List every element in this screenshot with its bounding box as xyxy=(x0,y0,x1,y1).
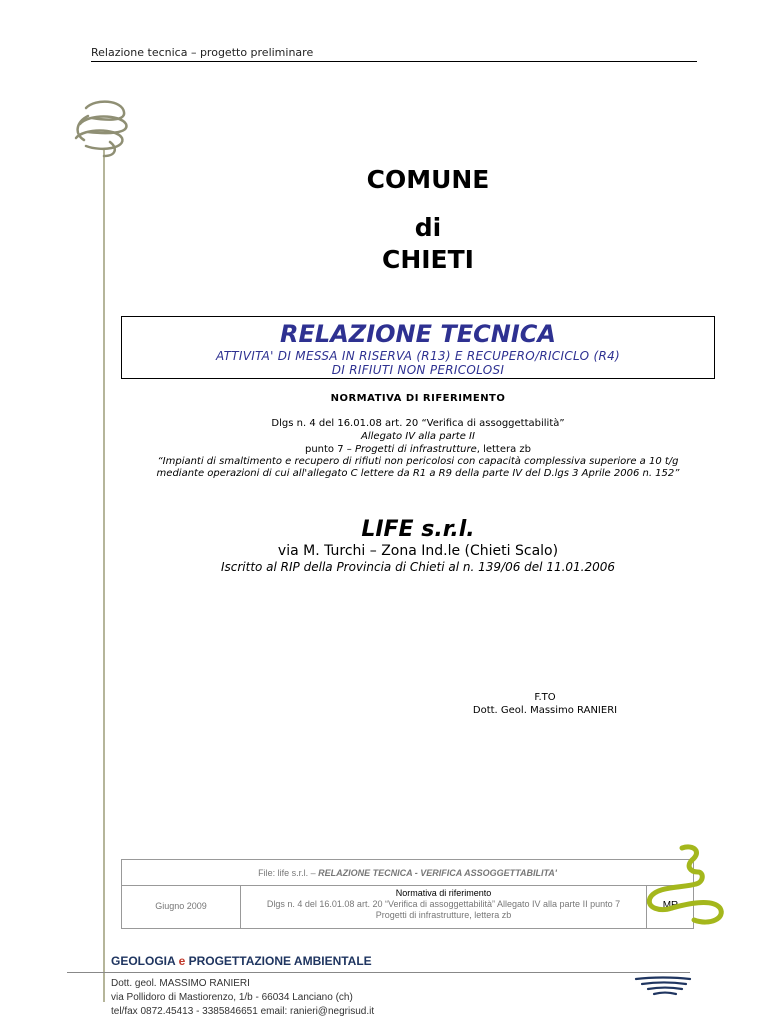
letterhead-rule xyxy=(67,972,690,973)
normativa-heading: NORMATIVA DI RIFERIMENTO xyxy=(330,393,506,404)
normativa-line-2: Allegato IV alla parte II xyxy=(361,431,475,442)
normativa-line-1: Dlgs n. 4 del 16.01.08 art. 20 “Verifica di assoggettabilità” xyxy=(271,418,565,429)
letterhead-title: GEOLOGIA e PROGETTAZIONE AMBIENTALE xyxy=(111,954,372,968)
normativa-line-3: punto 7 – Progetti di infrastrutture, lettera zb xyxy=(304,444,532,455)
header-rule xyxy=(91,61,697,62)
company-registration: Iscritto al RIP della Provincia di Chieti al n. 139/06 del 11.01.2006 xyxy=(220,560,616,574)
normativa-line-4: “Impianti di smaltimento e recupero di rifiuti non pericolosi con capacità complessiva superiore a 10 t/g xyxy=(157,456,679,467)
title-city: CHIETI xyxy=(381,245,474,274)
signature-name: Dott. Geol. Massimo RANIERI xyxy=(472,705,618,716)
footer-file-row: File: life s.r.l. – RELAZIONE TECNICA - VERIFICA ASSOGGETTABILITA' xyxy=(122,860,693,886)
footer-initials: MR xyxy=(662,900,679,911)
signature-fto: F.TO xyxy=(534,692,556,703)
title-di: di xyxy=(414,213,442,242)
footer-date: Giugno 2009 xyxy=(122,886,241,929)
title-comune: COMUNE xyxy=(366,165,490,194)
green-swirl-logo-icon xyxy=(642,842,726,928)
blue-wave-icon xyxy=(634,976,692,996)
scribble-logo-icon xyxy=(66,94,134,162)
running-header: Relazione tecnica – progetto preliminare xyxy=(91,46,314,59)
company-address: via M. Turchi – Zona Ind.le (Chieti Scalo) xyxy=(277,543,559,559)
report-subtitle-1: ATTIVITA' DI MESSA IN RISERVA (R13) E RECUPERO/RICICLO (R4) xyxy=(215,349,621,363)
report-title: RELAZIONE TECNICA xyxy=(280,320,556,348)
footer-reference: Normativa di riferimento Dlgs n. 4 del 16.01.08 art. 20 “Verifica di assoggettabilità” Allegato IV alla parte II punto 7 Progetti di infrastrutture, lettera zb xyxy=(241,886,647,929)
company-name: LIFE s.r.l. xyxy=(361,517,475,542)
letterhead-line-3: tel/fax 0872.45413 - 3385846651 email: ranieri@negrisud.it xyxy=(111,1006,375,1017)
letterhead-line-2: via Pollidoro di Mastiorenzo, 1/b - 66034 Lanciano (ch) xyxy=(111,992,353,1003)
normativa-line-5: mediante operazioni di cui all'allegato C lettere da R1 a R9 della parte IV del D.lgs 3 Aprile 2006 n. 152” xyxy=(156,468,680,479)
letterhead-line-1: Dott. geol. MASSIMO RANIERI xyxy=(111,978,250,989)
vertical-rule xyxy=(103,150,105,1002)
footer-table xyxy=(121,859,694,929)
report-title-box xyxy=(121,316,715,379)
report-subtitle-2: DI RIFIUTI NON PERICOLOSI xyxy=(331,363,505,377)
